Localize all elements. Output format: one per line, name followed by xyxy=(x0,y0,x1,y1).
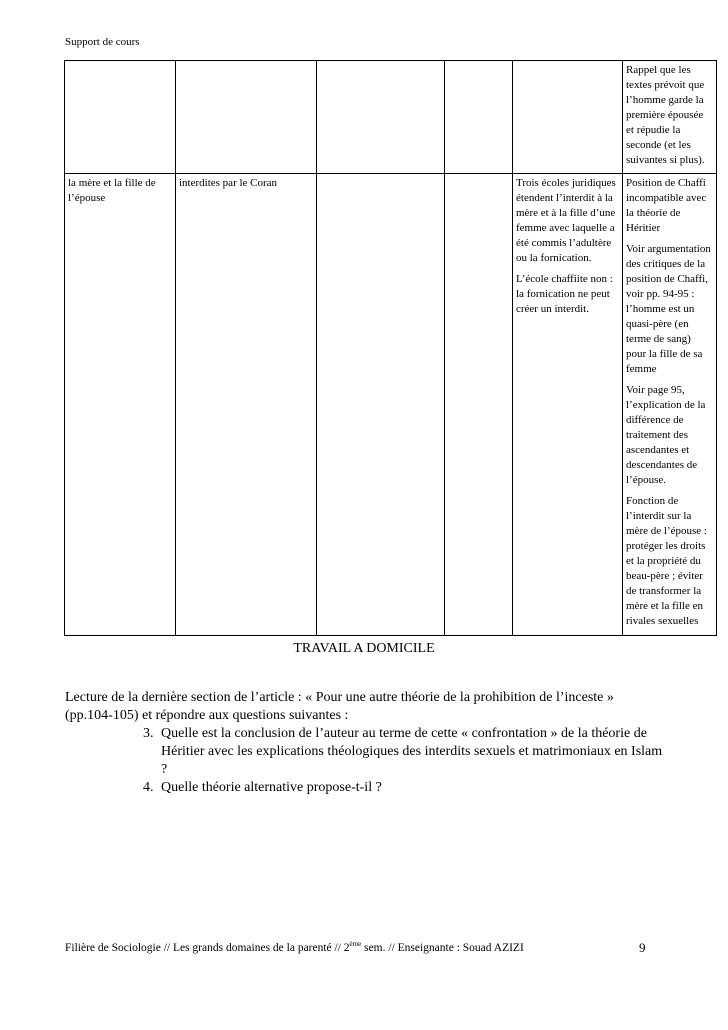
cell-paragraph: Voir page 95, l’explication de la différence de traitement des ascendantes et descendantes de l’épouse. xyxy=(626,384,706,486)
cell-text: interdites par le Coran xyxy=(179,177,278,189)
assignment-text xyxy=(65,689,665,797)
table-row xyxy=(65,61,717,174)
cell-text: la mère et la fille de l’épouse xyxy=(68,177,156,204)
table-cell xyxy=(623,61,717,174)
table-row xyxy=(65,174,717,636)
cell-paragraph: Trois écoles juridiques étendent l’interdit à la mère et à la fille d’une femme avec laquelle a été commis l’adultère ou la fornication. xyxy=(516,177,616,264)
page-number: 9 xyxy=(639,940,646,955)
table-cell xyxy=(176,61,317,174)
table-cell xyxy=(65,61,176,174)
table-cell xyxy=(445,174,513,636)
table-cell xyxy=(317,61,445,174)
cell-paragraph: Fonction de l’interdit sur la mère de l’épouse : protéger les droits et la propriété du beau-père ; éviter de transformer la mère et la fille en rivales sexuelles xyxy=(626,495,707,627)
cell-text: Rappel que les textes prévoit que l’homme garde la première épousée et répudie la seconde (et les suivantes si plus). xyxy=(626,64,705,166)
footer-text-2: sem. // Enseignante : Souad AZIZI xyxy=(361,942,524,954)
table-cell xyxy=(623,174,717,636)
table-cell xyxy=(513,61,623,174)
page-header: Support de cours xyxy=(65,36,140,48)
assignment-intro: Lecture de la dernière section de l’article : « Pour une autre théorie de la prohibition de l’inceste » (pp.104-105) et répondre aux questions suivantes : xyxy=(65,690,614,723)
cell-paragraph: Position de Chaffi incompatible avec la théorie de Héritier xyxy=(626,177,707,234)
list-item: 4. Quelle théorie alternative propose-t-il ? xyxy=(157,779,665,797)
list-item: 3. Quelle est la conclusion de l’auteur au terme de cette « confrontation » de la théorie de Héritier avec les explications théologiques des interdits sexuels et matrimoniaux en Islam ? xyxy=(157,725,665,779)
table-cell xyxy=(65,174,176,636)
table-cell xyxy=(317,174,445,636)
section-title: TRAVAIL A DOMICILE xyxy=(293,641,435,656)
cell-paragraph: Voir argumentation des critiques de la position de Chaffi, voir pp. 94-95 : l’homme est un quasi-père (en terme de sang) pour la fille de sa femme xyxy=(626,243,711,375)
course-table xyxy=(64,60,717,636)
cell-paragraph: L’école chaffiite non : la fornication ne peut créer un interdit. xyxy=(516,273,613,315)
table-cell xyxy=(445,61,513,174)
table-cell xyxy=(176,174,317,636)
table-cell xyxy=(513,174,623,636)
footer-superscript: ème xyxy=(349,940,362,949)
footer-text: Filière de Sociologie // Les grands domaines de la parenté // 2 xyxy=(65,942,350,954)
page-footer xyxy=(65,941,665,955)
question-list xyxy=(65,725,665,797)
